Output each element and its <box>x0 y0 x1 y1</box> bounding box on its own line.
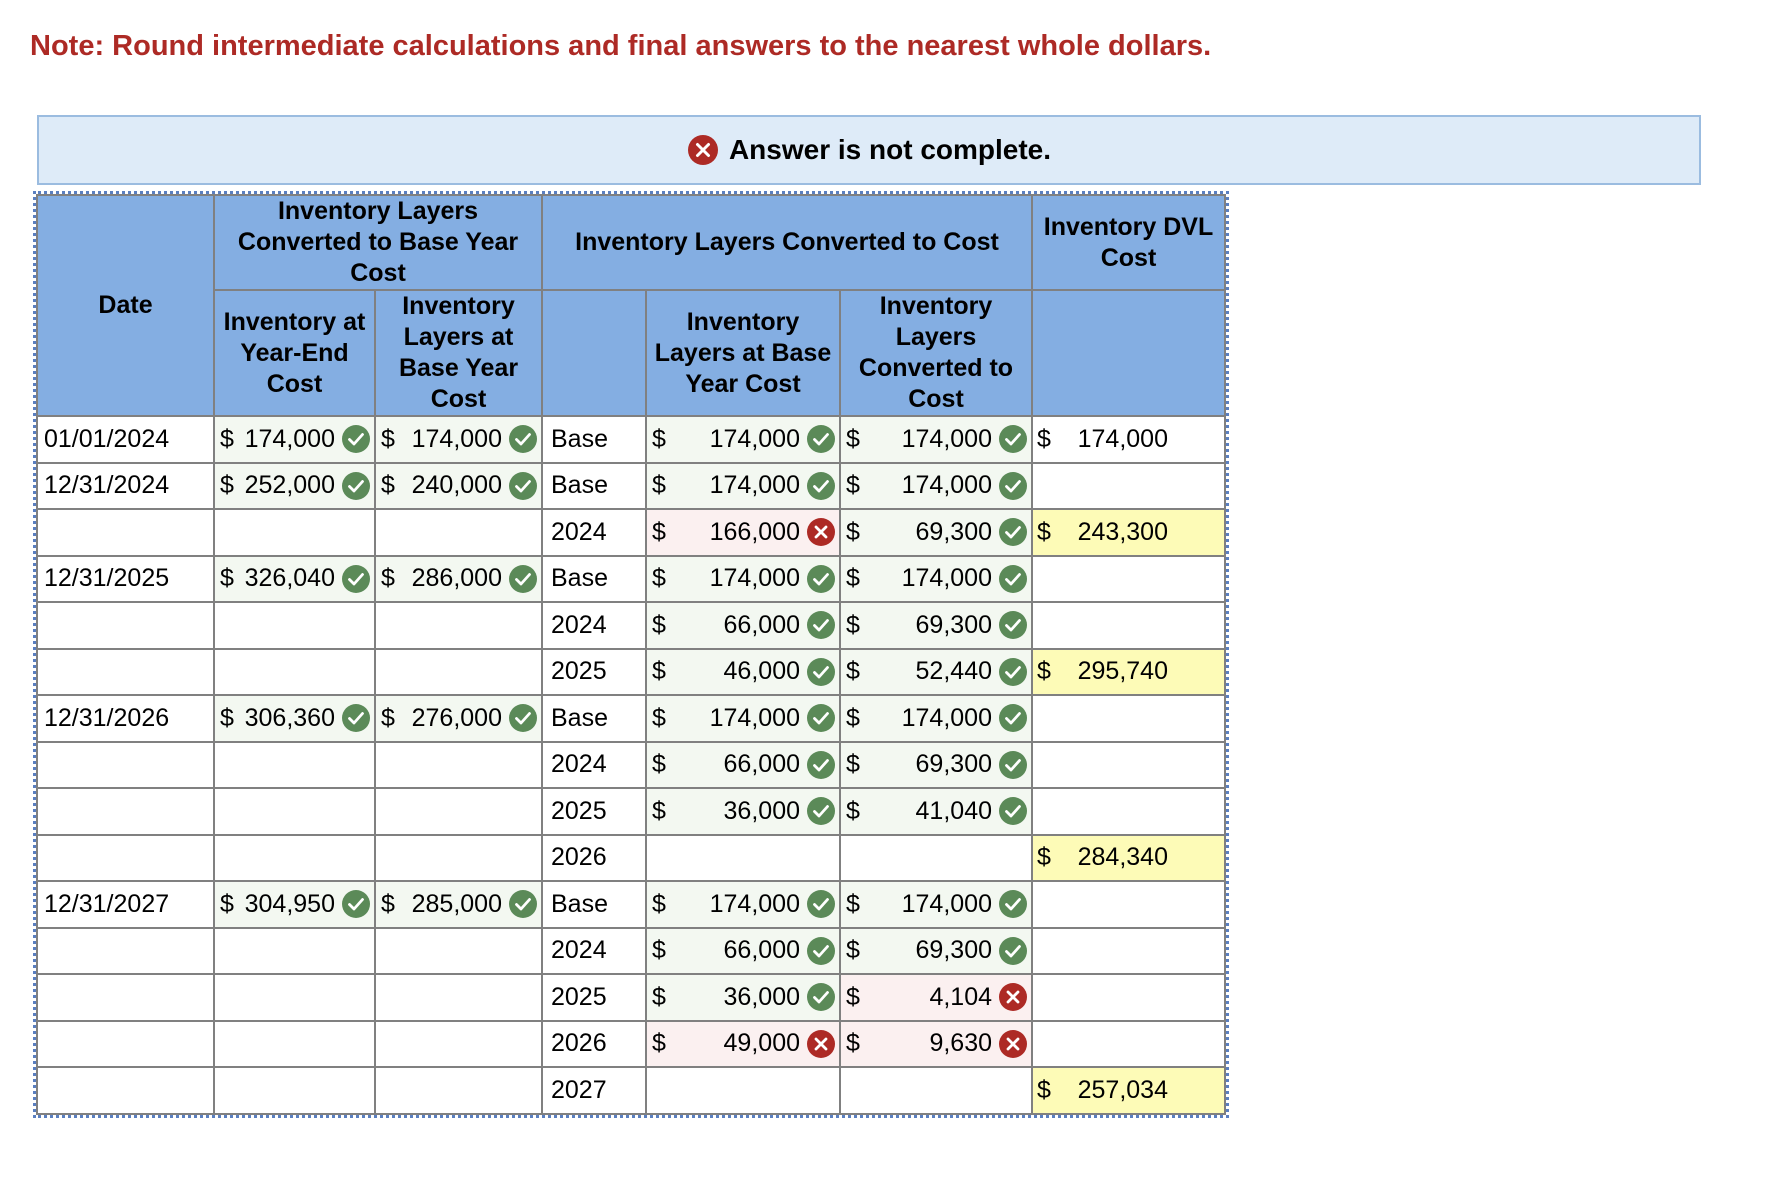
layer-base-cost-cell-value: 174,000 <box>709 889 800 918</box>
layer-year-cell: 2024 <box>542 742 646 789</box>
check-icon <box>806 471 836 501</box>
base-year-cost-cell-value: 285,000 <box>411 889 502 918</box>
error-x-icon <box>806 1029 836 1059</box>
status-text: Answer is not complete. <box>728 134 1052 165</box>
dvl-cost-value: 174,000 <box>1077 424 1168 453</box>
currency-sign: $ <box>652 982 666 1011</box>
header-base-group: Inventory Layers Converted to Base Year Cost <box>214 195 542 290</box>
currency-sign: $ <box>1037 1075 1051 1104</box>
currency-sign: $ <box>846 889 860 918</box>
dvl-cost-empty <box>1032 928 1225 975</box>
base-year-cost-cell-empty <box>375 835 542 882</box>
dvl-cost-empty <box>1032 742 1225 789</box>
layer-base-cost-cell-value: 36,000 <box>723 796 800 825</box>
date-cell: 12/31/2026 <box>37 695 214 742</box>
header-converted: Inventory Layers Converted to Cost <box>840 290 1032 416</box>
layer-converted-cell[interactable] <box>840 1021 1032 1068</box>
year-end-cost-cell-value: 306,360 <box>244 703 335 732</box>
layer-base-cost-cell-value: 66,000 <box>723 936 800 965</box>
layer-base-cost-cell-value: 166,000 <box>709 517 800 546</box>
layer-base-cost-cell[interactable] <box>646 695 840 742</box>
base-year-cost-cell-value: 276,000 <box>411 703 502 732</box>
year-end-cost-cell[interactable] <box>214 463 375 510</box>
currency-sign: $ <box>846 1029 860 1058</box>
layer-converted-cell[interactable] <box>840 509 1032 556</box>
table-row <box>37 788 1225 835</box>
currency-sign: $ <box>652 471 666 500</box>
date-cell: 12/31/2025 <box>37 556 214 603</box>
currency-sign: $ <box>846 936 860 965</box>
year-end-cost-cell-value: 252,000 <box>244 471 335 500</box>
header-layer-year <box>542 290 646 416</box>
year-end-cost-cell-empty <box>214 649 375 696</box>
table-row <box>37 509 1225 556</box>
currency-sign: $ <box>652 424 666 453</box>
base-year-cost-cell-empty <box>375 602 542 649</box>
layer-base-cost-cell-value: 174,000 <box>709 424 800 453</box>
layer-converted-cell[interactable] <box>840 974 1032 1021</box>
dvl-cost-cell[interactable] <box>1032 1067 1225 1114</box>
layer-year-cell: 2024 <box>542 509 646 556</box>
currency-sign: $ <box>652 610 666 639</box>
layer-base-cost-cell-value: 36,000 <box>723 982 800 1011</box>
layer-base-cost-cell[interactable] <box>646 602 840 649</box>
layer-converted-cell-value: 174,000 <box>901 889 992 918</box>
currency-sign: $ <box>220 703 234 732</box>
currency-sign: $ <box>1037 657 1051 686</box>
layer-converted-cell[interactable] <box>840 602 1032 649</box>
header-dvl: Inventory DVL Cost <box>1032 195 1225 290</box>
currency-sign: $ <box>381 703 395 732</box>
currency-sign: $ <box>652 889 666 918</box>
base-year-cost-cell-empty <box>375 974 542 1021</box>
layer-year-cell: 2026 <box>542 835 646 882</box>
dvl-cost-empty <box>1032 695 1225 742</box>
check-icon <box>341 564 371 594</box>
currency-sign: $ <box>381 889 395 918</box>
layer-base-cost-cell[interactable] <box>646 556 840 603</box>
layer-year-cell: 2027 <box>542 1067 646 1114</box>
dvl-cost-empty <box>1032 788 1225 835</box>
currency-sign: $ <box>1037 424 1051 453</box>
check-icon <box>806 564 836 594</box>
table-row <box>37 602 1225 649</box>
header-cost-group: Inventory Layers Converted to Cost <box>542 195 1032 290</box>
year-end-cost-cell-empty <box>214 788 375 835</box>
table-row <box>37 742 1225 789</box>
layer-converted-cell-value: 52,440 <box>915 657 992 686</box>
currency-sign: $ <box>381 471 395 500</box>
layer-base-cost-cell-value: 46,000 <box>723 657 800 686</box>
check-icon <box>998 796 1028 826</box>
layer-year-cell: Base <box>542 416 646 463</box>
base-year-cost-cell-empty <box>375 928 542 975</box>
layer-converted-cell[interactable] <box>840 463 1032 510</box>
dvl-cost-cell[interactable] <box>1032 835 1225 882</box>
base-year-cost-cell[interactable] <box>375 881 542 928</box>
dvl-cost-empty <box>1032 974 1225 1021</box>
layer-converted-cell[interactable] <box>840 788 1032 835</box>
currency-sign: $ <box>220 471 234 500</box>
date-cell <box>37 742 214 789</box>
currency-sign: $ <box>652 564 666 593</box>
check-icon <box>508 471 538 501</box>
check-icon <box>998 657 1028 687</box>
date-cell: 12/31/2027 <box>37 881 214 928</box>
table-row <box>37 835 1225 882</box>
table-row <box>37 974 1225 1021</box>
check-icon <box>806 936 836 966</box>
base-year-cost-cell-empty <box>375 1067 542 1114</box>
table-row <box>37 649 1225 696</box>
base-year-cost-cell-empty <box>375 742 542 789</box>
layer-converted-cell-value: 69,300 <box>915 610 992 639</box>
header-layers-base-cost: Inventory Layers at Base Year Cost <box>646 290 840 416</box>
layer-base-cost-cell-empty <box>646 835 840 882</box>
date-cell <box>37 788 214 835</box>
base-year-cost-cell-empty <box>375 788 542 835</box>
layer-year-cell: Base <box>542 556 646 603</box>
table-row <box>37 928 1225 975</box>
layer-converted-cell[interactable] <box>840 416 1032 463</box>
layer-base-cost-cell-value: 174,000 <box>709 703 800 732</box>
layer-base-cost-cell[interactable] <box>646 463 840 510</box>
layer-year-cell: Base <box>542 695 646 742</box>
layer-base-cost-cell[interactable] <box>646 928 840 975</box>
base-year-cost-cell-empty <box>375 509 542 556</box>
year-end-cost-cell-value: 326,040 <box>244 564 335 593</box>
layer-year-cell: 2025 <box>542 649 646 696</box>
layer-base-cost-cell-value: 66,000 <box>723 610 800 639</box>
year-end-cost-cell-empty <box>214 835 375 882</box>
currency-sign: $ <box>846 424 860 453</box>
check-icon <box>806 657 836 687</box>
date-cell: 01/01/2024 <box>37 416 214 463</box>
table-row <box>37 463 1225 510</box>
date-cell <box>37 649 214 696</box>
layer-converted-cell-empty <box>840 1067 1032 1114</box>
year-end-cost-cell[interactable] <box>214 881 375 928</box>
date-cell <box>37 974 214 1021</box>
check-icon <box>806 750 836 780</box>
layer-base-cost-cell[interactable] <box>646 416 840 463</box>
currency-sign: $ <box>652 703 666 732</box>
layer-base-cost-cell-value: 49,000 <box>723 1029 800 1058</box>
check-icon <box>998 750 1028 780</box>
dvl-cost-empty <box>1032 556 1225 603</box>
layer-base-cost-cell[interactable] <box>646 509 840 556</box>
check-icon <box>806 982 836 1012</box>
layer-converted-cell-value: 4,104 <box>929 982 992 1011</box>
table-row <box>37 1067 1225 1114</box>
base-year-cost-cell[interactable] <box>375 556 542 603</box>
table-row <box>37 695 1225 742</box>
check-icon <box>806 424 836 454</box>
base-year-cost-cell-value: 240,000 <box>411 471 502 500</box>
header-layers-base: Inventory Layers at Base Year Cost <box>375 290 542 416</box>
dvl-cost-empty <box>1032 463 1225 510</box>
header-dvl-blank <box>1032 290 1225 416</box>
year-end-cost-cell-empty <box>214 928 375 975</box>
error-x-icon <box>998 1029 1028 1059</box>
layer-year-cell: 2026 <box>542 1021 646 1068</box>
currency-sign: $ <box>220 564 234 593</box>
layer-year-cell: 2024 <box>542 602 646 649</box>
layer-base-cost-cell[interactable] <box>646 788 840 835</box>
dvl-cost-value: 295,740 <box>1077 657 1168 686</box>
header-year-end: Inventory at Year-End Cost <box>214 290 375 416</box>
layer-base-cost-cell[interactable] <box>646 1021 840 1068</box>
currency-sign: $ <box>381 424 395 453</box>
date-cell <box>37 1021 214 1068</box>
dvl-cost-cell[interactable] <box>1032 649 1225 696</box>
currency-sign: $ <box>652 796 666 825</box>
check-icon <box>508 564 538 594</box>
check-icon <box>341 471 371 501</box>
check-icon <box>341 703 371 733</box>
dvl-cost-value: 284,340 <box>1077 843 1168 872</box>
currency-sign: $ <box>846 517 860 546</box>
header-date: Date <box>37 195 214 416</box>
date-cell <box>37 602 214 649</box>
check-icon <box>998 471 1028 501</box>
layer-year-cell: 2024 <box>542 928 646 975</box>
layer-base-cost-cell[interactable] <box>646 649 840 696</box>
currency-sign: $ <box>846 982 860 1011</box>
check-icon <box>508 424 538 454</box>
layer-converted-cell[interactable] <box>840 649 1032 696</box>
check-icon <box>806 610 836 640</box>
dvl-table <box>36 194 1226 1115</box>
layer-year-cell: 2025 <box>542 974 646 1021</box>
currency-sign: $ <box>846 471 860 500</box>
currency-sign: $ <box>220 889 234 918</box>
base-year-cost-cell-value: 286,000 <box>411 564 502 593</box>
instruction-note: Note: Round intermediate calculations and final answers to the nearest whole dollars. <box>30 30 1212 62</box>
check-icon <box>998 517 1028 547</box>
layer-converted-cell-value: 41,040 <box>915 796 992 825</box>
check-icon <box>341 889 371 919</box>
error-x-icon <box>806 517 836 547</box>
status-banner <box>37 115 1701 185</box>
base-year-cost-cell-value: 174,000 <box>411 424 502 453</box>
currency-sign: $ <box>1037 517 1051 546</box>
base-year-cost-cell-empty <box>375 1021 542 1068</box>
dvl-cost-cell[interactable] <box>1032 509 1225 556</box>
layer-base-cost-cell-value: 174,000 <box>709 564 800 593</box>
date-cell <box>37 835 214 882</box>
year-end-cost-cell-empty <box>214 1067 375 1114</box>
check-icon <box>998 936 1028 966</box>
date-cell <box>37 1067 214 1114</box>
layer-converted-cell-value: 69,300 <box>915 517 992 546</box>
layer-converted-cell-value: 174,000 <box>901 703 992 732</box>
check-icon <box>998 564 1028 594</box>
check-icon <box>998 889 1028 919</box>
check-icon <box>341 424 371 454</box>
layer-base-cost-cell[interactable] <box>646 974 840 1021</box>
layer-converted-cell[interactable] <box>840 695 1032 742</box>
check-icon <box>998 424 1028 454</box>
table-row <box>37 556 1225 603</box>
layer-converted-cell-value: 69,300 <box>915 936 992 965</box>
currency-sign: $ <box>846 610 860 639</box>
check-icon <box>806 796 836 826</box>
year-end-cost-cell-empty <box>214 974 375 1021</box>
currency-sign: $ <box>652 517 666 546</box>
error-x-icon <box>687 134 719 166</box>
layer-year-cell: Base <box>542 463 646 510</box>
dvl-cost-value: 243,300 <box>1077 517 1168 546</box>
layer-base-cost-cell-value: 66,000 <box>723 750 800 779</box>
dvl-cost-empty <box>1032 881 1225 928</box>
check-icon <box>998 610 1028 640</box>
base-year-cost-cell-empty <box>375 649 542 696</box>
dvl-cost-empty <box>1032 1021 1225 1068</box>
table-row <box>37 881 1225 928</box>
layer-converted-cell-value: 9,630 <box>929 1029 992 1058</box>
error-x-icon <box>998 982 1028 1012</box>
dvl-cost-value: 257,034 <box>1077 1075 1168 1104</box>
date-cell <box>37 928 214 975</box>
layer-base-cost-cell-value: 174,000 <box>709 471 800 500</box>
currency-sign: $ <box>846 564 860 593</box>
base-year-cost-cell[interactable] <box>375 416 542 463</box>
year-end-cost-cell-empty <box>214 602 375 649</box>
layer-converted-cell[interactable] <box>840 742 1032 789</box>
layer-converted-cell[interactable] <box>840 881 1032 928</box>
currency-sign: $ <box>652 1029 666 1058</box>
layer-year-cell: 2025 <box>542 788 646 835</box>
currency-sign: $ <box>220 424 234 453</box>
check-icon <box>998 703 1028 733</box>
answer-table-frame <box>33 191 1229 1118</box>
year-end-cost-cell-empty <box>214 509 375 556</box>
layer-base-cost-cell-empty <box>646 1067 840 1114</box>
table-row <box>37 1021 1225 1068</box>
check-icon <box>508 703 538 733</box>
dvl-cost-empty <box>1032 602 1225 649</box>
layer-converted-cell-empty <box>840 835 1032 882</box>
year-end-cost-cell-empty <box>214 742 375 789</box>
table-row <box>37 416 1225 463</box>
layer-converted-cell-value: 174,000 <box>901 564 992 593</box>
currency-sign: $ <box>652 657 666 686</box>
date-cell: 12/31/2024 <box>37 463 214 510</box>
year-end-cost-cell-value: 304,950 <box>244 889 335 918</box>
layer-year-cell: Base <box>542 881 646 928</box>
layer-converted-cell-value: 174,000 <box>901 471 992 500</box>
layer-base-cost-cell[interactable] <box>646 742 840 789</box>
layer-converted-cell[interactable] <box>840 928 1032 975</box>
layer-converted-cell-value: 69,300 <box>915 750 992 779</box>
year-end-cost-cell[interactable] <box>214 556 375 603</box>
year-end-cost-cell[interactable] <box>214 695 375 742</box>
check-icon <box>806 703 836 733</box>
currency-sign: $ <box>846 750 860 779</box>
date-cell <box>37 509 214 556</box>
table-body <box>37 416 1225 1114</box>
currency-sign: $ <box>652 936 666 965</box>
currency-sign: $ <box>846 657 860 686</box>
currency-sign: $ <box>1037 843 1051 872</box>
layer-converted-cell[interactable] <box>840 556 1032 603</box>
currency-sign: $ <box>652 750 666 779</box>
layer-converted-cell-value: 174,000 <box>901 424 992 453</box>
currency-sign: $ <box>381 564 395 593</box>
check-icon <box>508 889 538 919</box>
dvl-cost-cell <box>1032 416 1225 463</box>
year-end-cost-cell[interactable] <box>214 416 375 463</box>
year-end-cost-cell-value: 174,000 <box>244 424 335 453</box>
layer-base-cost-cell[interactable] <box>646 881 840 928</box>
base-year-cost-cell[interactable] <box>375 695 542 742</box>
check-icon <box>806 889 836 919</box>
currency-sign: $ <box>846 796 860 825</box>
currency-sign: $ <box>846 703 860 732</box>
year-end-cost-cell-empty <box>214 1021 375 1068</box>
base-year-cost-cell[interactable] <box>375 463 542 510</box>
